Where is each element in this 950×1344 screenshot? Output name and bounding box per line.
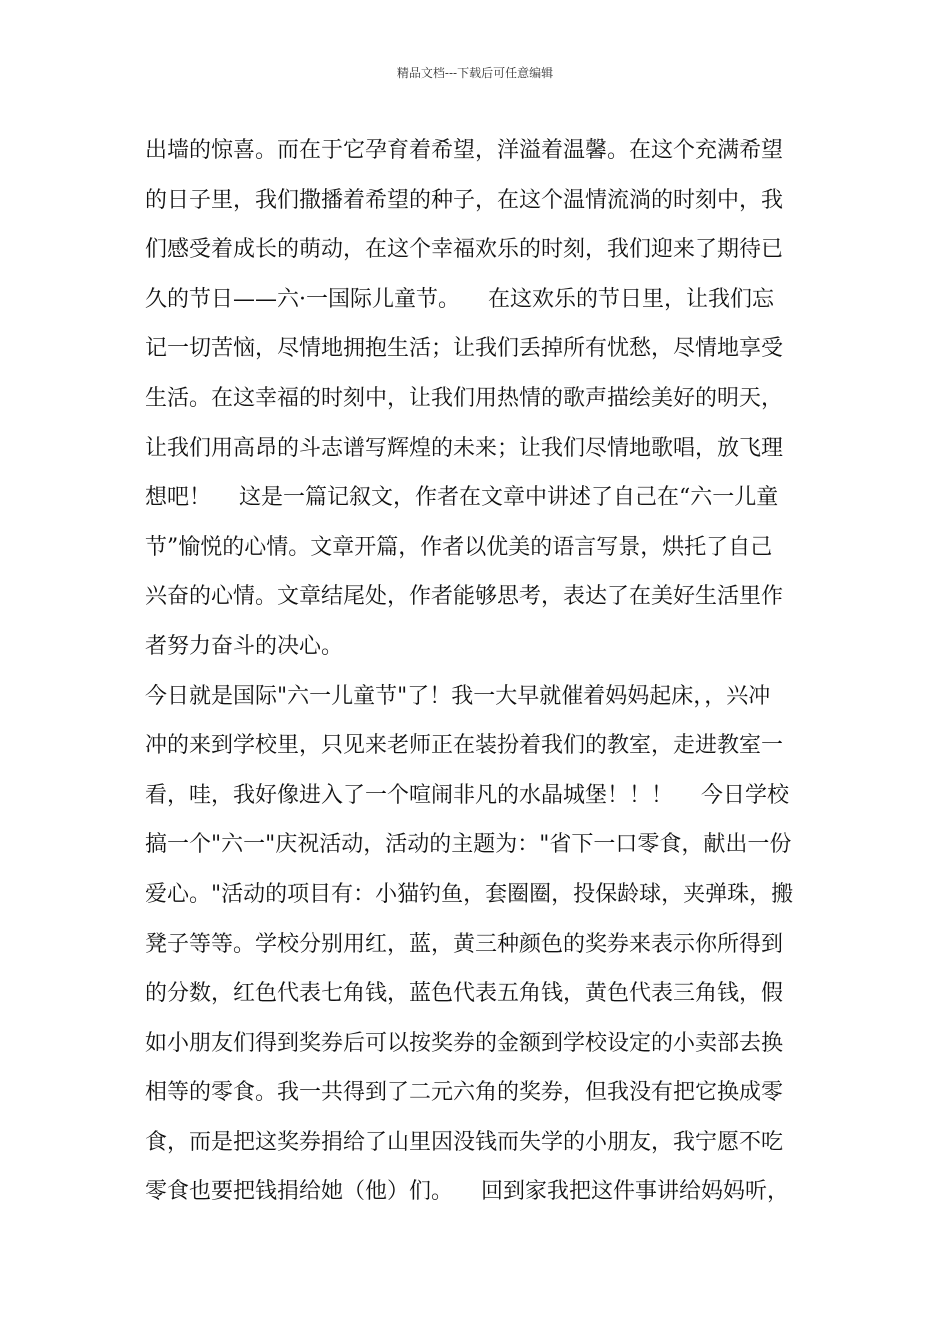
text-line: 记一切苦恼，尽情地拥抱生活；让我们丢掉所有忧愁，尽情地享受	[145, 336, 784, 362]
text-line: 们感受着成长的萌动，在这个幸福欢乐的时刻，我们迎来了期待已	[145, 237, 784, 263]
text-line: 想吧！ 这是一篇记叙文，作者在文章中讲述了自己在“六一儿童	[145, 485, 779, 511]
text-line: 兴奋的心情。文章结尾处，作者能够思考，表达了在美好生活里作	[145, 584, 784, 610]
document-body	[145, 126, 807, 1217]
text-line: 今日就是国际"六一儿童节"了！我一大早就催着妈妈起床，，兴冲	[145, 683, 771, 709]
text-line: 爱心。"活动的项目有：小猫钓鱼，套圈圈，投保龄球，夹弹珠，搬	[145, 881, 794, 907]
text-line: 零食也要把钱捐给她（他）们。 回到家我把这件事讲给妈妈听，	[145, 1179, 789, 1205]
text-line: 生活。在这幸福的时刻中，让我们用热情的歌声描绘美好的明天，	[145, 385, 784, 411]
text-line: 冲的来到学校里，只见来老师正在装扮着我们的教室，走进教室一	[145, 733, 784, 759]
text-line: 的分数，红色代表七角钱，蓝色代表五角钱，黄色代表三角钱，假	[145, 981, 784, 1007]
text-line: 看，哇，我好像进入了一个喧闹非凡的水晶城堡！！！ 今日学校	[145, 782, 789, 808]
text-line: 相等的零食。我一共得到了二元六角的奖券，但我没有把它换成零	[145, 1080, 784, 1106]
text-line: 如小朋友们得到奖券后可以按奖券的金额到学校设定的小卖部去换	[145, 1030, 784, 1056]
text-line: 节”愉悦的心情。文章开篇，作者以优美的语言写景，烘托了自己	[145, 534, 773, 560]
text-line: 让我们用高昂的斗志谱写辉煌的未来；让我们尽情地歌唱，放飞理	[145, 435, 784, 461]
text-line: 出墙的惊喜。而在于它孕育着希望，洋溢着温馨。在这个充满希望	[145, 138, 784, 163]
page-header: 精品文档---下载后可任意编辑	[396, 66, 554, 80]
text-line: 食，而是把这奖券捐给了山里因没钱而失学的小朋友，我宁愿不吃	[145, 1129, 784, 1155]
text-line: 久的节日——六·一国际儿童节。 在这欢乐的节日里，让我们忘	[145, 286, 774, 312]
text-line: 者努力奋斗的决心。	[145, 633, 344, 659]
text-line: 搞一个"六一"庆祝活动，活动的主题为："省下一口零食，献出一份	[145, 832, 792, 858]
text-line: 凳子等等。学校分别用红，蓝，黄三种颜色的奖券来表示你所得到	[145, 931, 784, 957]
text-line: 的日子里，我们撒播着希望的种子，在这个温情流淌的时刻中，我	[145, 187, 784, 213]
